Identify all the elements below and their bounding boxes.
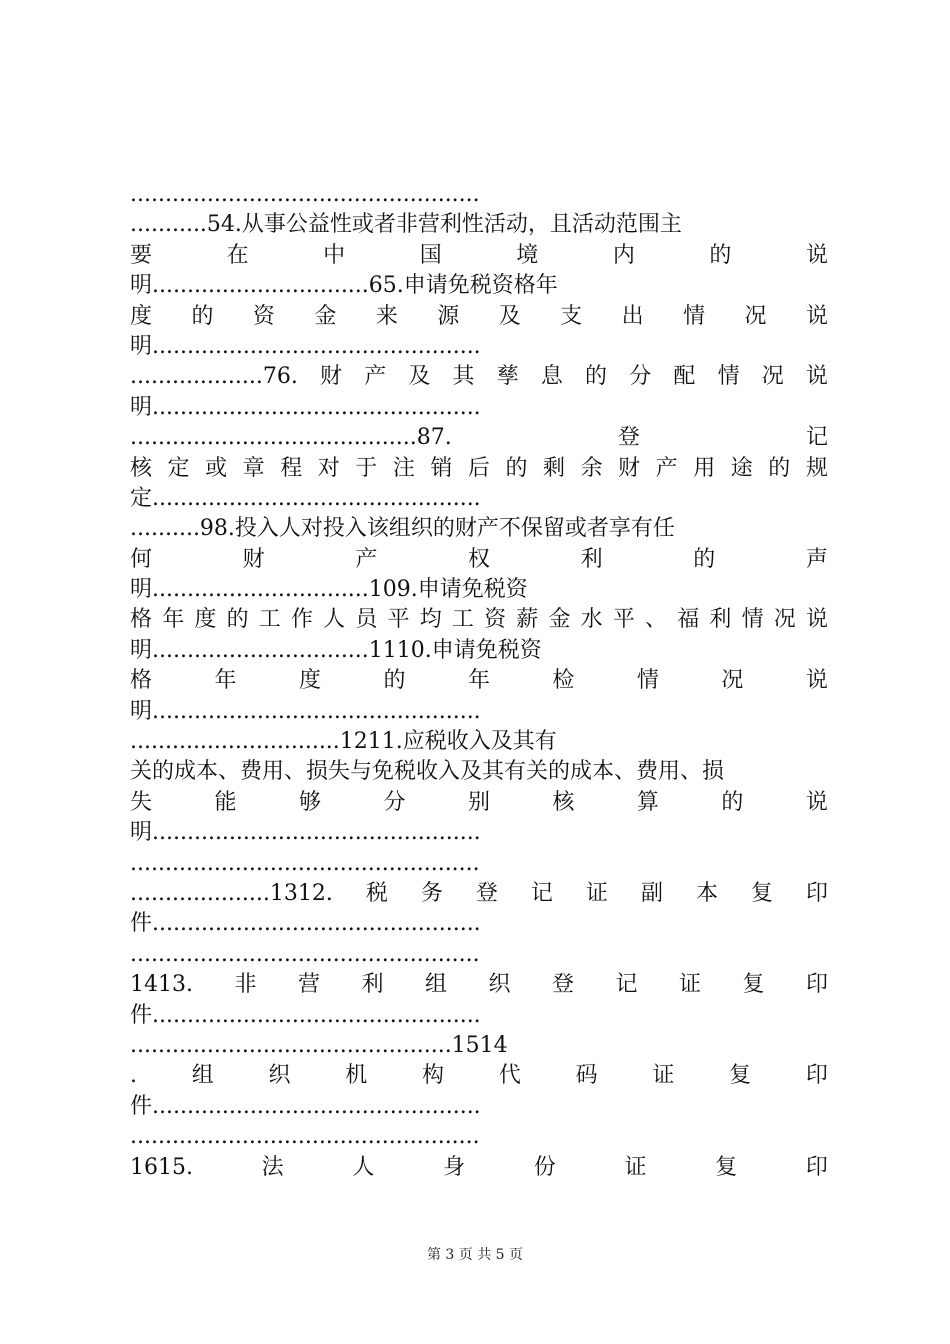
line-token: 构 <box>422 1063 445 1089</box>
line-token: 证 <box>624 1154 647 1180</box>
line-token: 在 <box>226 242 249 268</box>
line-token: 源 <box>437 303 460 329</box>
text-line: ..........98.投入人对投入该组织的财产不保留或者享有任 <box>130 516 675 542</box>
line-token: 身 <box>443 1154 466 1180</box>
text-line: 明...............................65.申请免税资格年 <box>130 273 558 299</box>
line-token: 的 <box>693 546 716 572</box>
line-token: . <box>130 1063 137 1089</box>
text-line <box>130 545 828 575</box>
line-token: 或 <box>205 455 228 481</box>
line-token: 情 <box>717 364 740 390</box>
line-token: 于 <box>355 455 378 481</box>
line-token: 印 <box>805 880 828 906</box>
line-token: 孳 <box>496 364 519 390</box>
text-line: ..............................................1514 <box>130 1032 508 1058</box>
line-token: 证 <box>652 1063 675 1089</box>
line-token: 产 <box>355 546 378 572</box>
text-line <box>130 879 828 909</box>
line-token: 登 <box>617 425 640 451</box>
line-token: 的 <box>585 364 608 390</box>
text-line: 关的成本、费用、损失与免税收入及其有关的成本、费用、损 <box>130 759 725 785</box>
line-token: 度 <box>130 303 153 329</box>
line-token: 途 <box>730 455 753 481</box>
line-token: 用 <box>693 455 716 481</box>
line-token: 记 <box>615 972 638 998</box>
line-token: 章 <box>242 455 265 481</box>
page-footer: 第 3 页 共 5 页 <box>426 1247 524 1263</box>
line-token: 副 <box>640 880 663 906</box>
line-token: 资 <box>484 607 507 633</box>
text-line <box>130 788 828 818</box>
line-token: 程 <box>280 455 303 481</box>
line-token: 要 <box>130 242 153 268</box>
line-token: 定 <box>167 455 190 481</box>
line-token: 印 <box>805 1154 828 1180</box>
line-token: 检 <box>552 668 575 694</box>
line-token: 况 <box>721 668 744 694</box>
text-line: 明...............................109.申请免税资 <box>130 577 528 603</box>
line-token: 境 <box>516 242 539 268</box>
text-line: .................................................. <box>130 941 480 967</box>
line-token: 工 <box>451 607 474 633</box>
line-token: 格 <box>130 668 153 694</box>
line-token: 产 <box>655 455 678 481</box>
line-token: 的 <box>505 455 528 481</box>
line-token: 度 <box>194 607 217 633</box>
text-line: 明...............................1110.申请免税资 <box>130 637 542 663</box>
line-token: 非 <box>234 972 257 998</box>
line-token: 复 <box>729 1063 752 1089</box>
line-token: 利 <box>361 972 384 998</box>
line-token: 登 <box>475 880 498 906</box>
line-token: 利 <box>709 607 732 633</box>
line-token: 织 <box>488 972 511 998</box>
line-token: 福 <box>677 607 700 633</box>
line-token: 况 <box>744 303 767 329</box>
line-token: 况 <box>773 607 796 633</box>
line-token: 失 <box>130 789 153 815</box>
line-token: 注 <box>392 455 415 481</box>
line-token: 平 <box>387 607 410 633</box>
text-line <box>130 970 828 1000</box>
text-line <box>130 605 828 635</box>
line-token: 及 <box>408 364 431 390</box>
line-token: 出 <box>621 303 644 329</box>
text-line: .................................................. <box>130 850 480 876</box>
line-token: 的 <box>383 668 406 694</box>
line-token: 财 <box>242 546 265 572</box>
line-token: 员 <box>355 607 378 633</box>
line-token: 何 <box>130 546 153 572</box>
line-token: 其 <box>452 364 475 390</box>
line-token: 销 <box>430 455 453 481</box>
line-token: 权 <box>467 546 490 572</box>
text-line <box>130 666 828 696</box>
text-line: 明............................................... <box>130 394 481 420</box>
text-line: 明............................................... <box>130 820 481 846</box>
line-token: 印 <box>805 972 828 998</box>
line-token: 登 <box>551 972 574 998</box>
line-token: 组 <box>191 1063 214 1089</box>
text-line <box>130 241 828 271</box>
text-line: 件............................................... <box>130 1093 481 1119</box>
text-line: ...........54.从事公益性或者非营利性活动，且活动范围主 <box>130 212 682 238</box>
line-token: 息 <box>540 364 563 390</box>
text-line: 明............................................... <box>130 333 481 359</box>
line-token: 情 <box>636 668 659 694</box>
line-token: 中 <box>323 242 346 268</box>
line-token: 年 <box>214 668 237 694</box>
line-token: ....................1312. <box>130 880 333 906</box>
line-token: 机 <box>345 1063 368 1089</box>
line-token: 平 <box>612 607 635 633</box>
line-token: 务 <box>420 880 443 906</box>
line-token: 、 <box>645 607 668 633</box>
line-token: 产 <box>364 364 387 390</box>
line-token: 记 <box>530 880 553 906</box>
text-line <box>130 454 828 484</box>
line-token: 情 <box>741 607 764 633</box>
line-token: 代 <box>498 1063 521 1089</box>
line-token: 财 <box>320 364 343 390</box>
line-token: 工 <box>258 607 281 633</box>
text-line: 明............................................... <box>130 698 481 724</box>
line-token: 1413. <box>130 972 193 998</box>
line-token: 1615. <box>130 1154 193 1180</box>
line-token: 证 <box>585 880 608 906</box>
line-token: 的 <box>191 303 214 329</box>
line-token: 金 <box>314 303 337 329</box>
text-line <box>130 302 828 332</box>
line-token: 金 <box>548 607 571 633</box>
line-token: 记 <box>805 425 828 451</box>
line-token: 能 <box>214 789 237 815</box>
text-line: 件............................................... <box>130 911 481 937</box>
line-token: 人 <box>352 1154 375 1180</box>
line-token: 证 <box>678 972 701 998</box>
line-token: 算 <box>636 789 659 815</box>
text-line <box>130 1061 828 1091</box>
line-token: 够 <box>298 789 321 815</box>
line-token: 的 <box>226 607 249 633</box>
line-token: ...................76. <box>130 364 298 390</box>
line-token: 后 <box>467 455 490 481</box>
line-token: 配 <box>673 364 696 390</box>
line-token: 税 <box>365 880 388 906</box>
line-token: 份 <box>533 1154 556 1180</box>
line-token: 声 <box>805 546 828 572</box>
line-token: 组 <box>424 972 447 998</box>
line-token: 财 <box>618 455 641 481</box>
line-token: 年 <box>467 668 490 694</box>
line-token: 说 <box>805 668 828 694</box>
line-token: 分 <box>629 364 652 390</box>
line-token: 说 <box>805 607 828 633</box>
line-token: 度 <box>298 668 321 694</box>
line-token: 核 <box>552 789 575 815</box>
line-token: 本 <box>695 880 718 906</box>
line-token: 别 <box>467 789 490 815</box>
line-token: 复 <box>750 880 773 906</box>
line-token: 分 <box>383 789 406 815</box>
line-token: 支 <box>560 303 583 329</box>
line-token: 均 <box>419 607 442 633</box>
line-token: 剩 <box>543 455 566 481</box>
text-line <box>130 1153 828 1183</box>
line-token: 营 <box>297 972 320 998</box>
line-token: 码 <box>575 1063 598 1089</box>
line-token: 格 <box>130 607 153 633</box>
line-token: 年 <box>162 607 185 633</box>
line-token: 资 <box>252 303 275 329</box>
line-token: 规 <box>805 455 828 481</box>
line-token: 内 <box>612 242 635 268</box>
line-token: 情 <box>683 303 706 329</box>
line-token: .........................................87. <box>130 425 452 451</box>
line-token: 印 <box>805 1063 828 1089</box>
line-token: 说 <box>805 364 828 390</box>
text-line: ..............................1211.应税收入及其有 <box>130 729 557 755</box>
text-line <box>130 423 828 453</box>
line-token: 来 <box>375 303 398 329</box>
line-token: 法 <box>261 1154 284 1180</box>
line-token: 作 <box>290 607 313 633</box>
line-token: 的 <box>721 789 744 815</box>
line-token: 织 <box>268 1063 291 1089</box>
line-token: 利 <box>580 546 603 572</box>
text-line: 定............................................... <box>130 485 481 511</box>
text-line <box>130 362 828 392</box>
document-body <box>130 180 828 1183</box>
line-token: 的 <box>768 455 791 481</box>
line-token: 国 <box>419 242 442 268</box>
text-line: 件............................................... <box>130 1002 481 1028</box>
line-token: 说 <box>805 789 828 815</box>
line-token: 薪 <box>516 607 539 633</box>
line-token: 复 <box>742 972 765 998</box>
line-token: 余 <box>580 455 603 481</box>
line-token: 复 <box>715 1154 738 1180</box>
line-token: 说 <box>805 303 828 329</box>
line-token: 及 <box>498 303 521 329</box>
line-token: 核 <box>130 455 153 481</box>
text-line: .................................................. <box>130 1124 480 1150</box>
line-token: 的 <box>709 242 732 268</box>
text-line: .................................................. <box>130 182 480 207</box>
line-token: 水 <box>580 607 603 633</box>
line-token: 对 <box>317 455 340 481</box>
line-token: 况 <box>761 364 784 390</box>
line-token: 说 <box>805 242 828 268</box>
line-token: 人 <box>323 607 346 633</box>
